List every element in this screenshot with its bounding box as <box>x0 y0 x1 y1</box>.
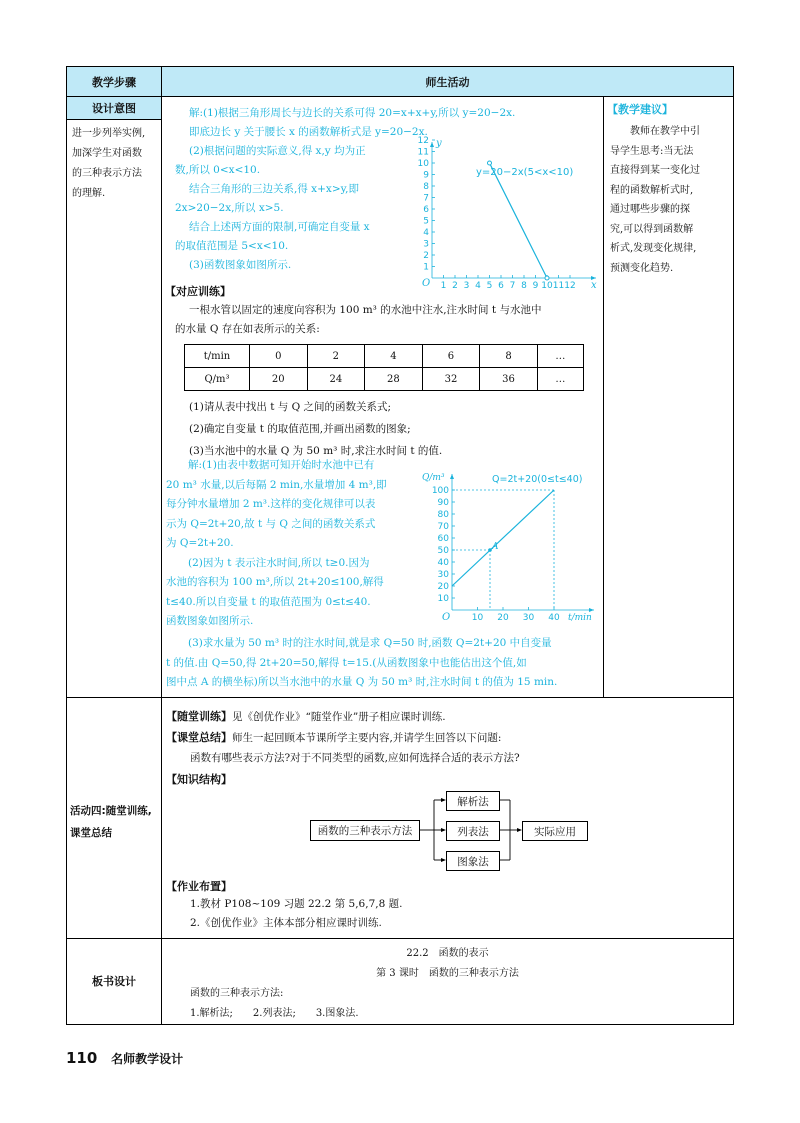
graph-2-x-tick-label: 30 <box>522 613 535 623</box>
solution-line: 结合三角形的三边关系,得 x+x>y,即 <box>189 183 359 195</box>
board-line-2: 1.解析法; 2.列表法; 3.图象法. <box>190 1008 359 1019</box>
homework-list <box>190 895 590 933</box>
table-cell: 32 <box>422 368 480 391</box>
solution-line: (2)根据问题的实际意义,得 x,y 均为正 <box>189 145 366 157</box>
solution-line: 2x>20−2x,所以 x>5. <box>175 202 284 214</box>
solution-line: (3)函数图象如图所示. <box>189 259 292 271</box>
board-line-1: 函数的三种表示方法: <box>190 988 284 999</box>
graph-1-y-tick-label: 10 <box>418 159 429 169</box>
graph-2 <box>422 468 602 624</box>
graph-2-x-tick-label: 20 <box>497 613 509 623</box>
solution-2 <box>166 456 426 632</box>
question-line: (2)确定自变量 t 的取值范围,并画出函数的图象; <box>189 423 411 435</box>
header-steps <box>67 67 161 96</box>
graph-2-y-tick-label: 10 <box>437 594 449 604</box>
diagram-branch-table <box>446 821 500 841</box>
activity-four-label: 活动四:随堂训练,课堂总结 <box>70 805 152 839</box>
board-design-label: 板书设计 <box>92 975 136 988</box>
graph-2-x-tick-label: 10 <box>471 613 484 623</box>
solution-line: 20 m³ 水量,以后每隔 2 min,水量增加 4 m³,即 <box>166 478 387 491</box>
graph-2-x-tick-label: 40 <box>548 613 560 623</box>
diagram-branch-label: 解析法 <box>457 795 489 808</box>
diagram-branch-label: 图象法 <box>457 855 489 868</box>
graph-2-origin: O <box>442 612 451 623</box>
diagram-root-box <box>310 820 420 841</box>
graph-1-x-tick-label: 3 <box>463 281 470 288</box>
intent-line: 的理解. <box>72 188 106 199</box>
board-design-title <box>67 973 161 989</box>
graph-1-function-label: y=20−2x(5<x<10) <box>476 167 574 178</box>
intent-line: 加深学生对函数 <box>72 148 142 159</box>
data-table <box>184 344 584 391</box>
graph-2-point-label: A <box>492 542 499 552</box>
solution-1-cont <box>175 142 420 275</box>
summary-question <box>190 749 730 768</box>
solution-line: 每分钟水量增加 2 m³.这样的变化规律可以表 <box>166 498 376 510</box>
summary-question-text: 函数有哪些表示方法?对于不同类型的函数,应如何选择合适的表示方法? <box>190 752 520 764</box>
tip-line: 通过哪些步骤的探 <box>610 204 690 215</box>
graph-2-y-tick-label: 80 <box>437 510 449 520</box>
question-line: (1)请从表中找出 t 与 Q 之间的函数关系式; <box>189 401 392 413</box>
table-cell: t/min <box>185 345 250 368</box>
graph-1-y-tick-label: 7 <box>423 193 429 204</box>
diagram-result-box <box>522 821 588 841</box>
intent-line: 进一步列举实例, <box>72 128 146 139</box>
graph-1-x-tick-label: 11 <box>552 281 565 288</box>
table-cell: 2 <box>307 345 365 368</box>
solution-line: 图中点 A 的横坐标)所以当水池中的水量 Q 为 50 m³ 时,注水时间 t 的值为 15 min. <box>166 676 558 688</box>
tip-line: 导学生思考:当无法 <box>610 145 694 157</box>
solution-3 <box>166 634 602 693</box>
question-line: (3)当水池中的水量 Q 为 50 m³ 时,求注水时间 t 的值. <box>189 445 443 457</box>
diagram-result-label: 实际应用 <box>534 825 576 838</box>
solution-line: 的取值范围是 5<x<10. <box>175 240 289 252</box>
solution-line: 水池的容积为 100 m³,所以 2t+20≤100,解得 <box>166 576 384 588</box>
solution-line: 函数图象如图所示. <box>166 615 254 627</box>
board-title-1: 22.2 函数的表示 <box>406 948 489 959</box>
graph-2-y-tick-label: 70 <box>437 522 449 532</box>
graph-1-y-tick-label: 2 <box>423 251 429 261</box>
graph-2-y-tick-label: 60 <box>437 534 449 544</box>
board-title-2: 第 3 课时 函数的三种表示方法 <box>376 968 519 979</box>
solution-line: 结合上述两方面的限制,可确定自变量 x <box>189 221 370 233</box>
summary-line <box>166 728 726 748</box>
diagram-branch-label: 列表法 <box>457 825 489 838</box>
graph-1-y-tick-label: 3 <box>423 239 429 250</box>
graph-1-y-tick-label: 1 <box>423 262 429 273</box>
solution-line: (2)因为 t 表示注水时间,所以 t≥0.因为 <box>188 556 370 569</box>
graph-1-y-tick-label: 12 <box>418 136 429 146</box>
table-cell: 36 <box>480 368 538 391</box>
table-cell: 6 <box>422 345 480 368</box>
practice-tag: 【随堂训练】 <box>166 710 232 723</box>
tip-line: 直接得到某一变化过 <box>610 165 700 176</box>
tip-line: 教师在教学中引 <box>630 126 700 137</box>
table-cell: 0 <box>250 345 308 368</box>
graph-2-y-tick-label: 30 <box>437 570 449 580</box>
graph-2-y-tick-label: 50 <box>437 546 449 556</box>
header-steps-label: 教学步骤 <box>92 75 136 89</box>
problem-line: 的水量 Q 存在如表所示的关系: <box>175 323 320 335</box>
header-activities-label: 师生活动 <box>425 75 470 89</box>
teaching-tip-title: 【教学建议】 <box>607 103 673 116</box>
homework-item: 2.《创优作业》主体本部分相应课时训练. <box>190 917 382 929</box>
graph-1-x-tick-label: 2 <box>452 281 458 288</box>
table-cell: 4 <box>365 345 423 368</box>
graph-1-y-tick-label: 4 <box>423 228 429 238</box>
graph-1-y-tick-label: 8 <box>423 182 429 192</box>
graph-1-x-tick-label: 4 <box>475 281 481 288</box>
graph-1 <box>418 136 600 288</box>
design-intent-label: 设计意图 <box>92 102 136 115</box>
graph-1-origin: O <box>422 278 431 288</box>
tip-line: 析式,发现变化规律, <box>610 243 697 254</box>
solution-line: 解:(1)根据三角形周长与边长的关系可得 20=x+x+y,所以 y=20−2x. <box>189 107 516 119</box>
table-cell: 28 <box>365 368 423 391</box>
design-intent-text <box>72 124 158 204</box>
graph-1-x-tick-label: 7 <box>509 281 516 288</box>
problem-text <box>175 301 600 339</box>
summary-text: 师生一起回顾本节课所学主要内容,并请学生回答以下问题: <box>232 732 502 744</box>
graph-1-y-axis-label: y <box>436 138 442 149</box>
training-title: 【对应训练】 <box>165 285 231 298</box>
graph-1-x-tick-label: 8 <box>521 281 527 288</box>
solution-line: t≤40.所以自变量 t 的取值范围为 0≤t≤40. <box>166 595 371 608</box>
book-title: 名师教学设计 <box>111 1052 184 1066</box>
graph-1-y-tick-label: 5 <box>423 216 429 227</box>
graph-1-x-tick-label: 1 <box>440 281 447 288</box>
practice-line <box>166 707 596 727</box>
graph-2-x-axis-label: t/min <box>568 613 592 623</box>
graph-2-y-axis-label: Q/m³ <box>422 473 445 483</box>
graph-2-y-tick-label: 20 <box>437 582 449 592</box>
graph-2-y-tick-label: 90 <box>437 498 449 508</box>
graph-1-x-axis-label: x <box>591 280 597 288</box>
graph-1-x-tick-label: 5 <box>486 281 493 288</box>
solution-line: 数,所以 0<x<10. <box>175 164 261 176</box>
tip-line: 预测变化趋势. <box>610 262 674 274</box>
solution-line: (3)求水量为 50 m³ 时的注水时间,就是求 Q=50 时,函数 Q=2t+20 中自变量 <box>188 637 552 649</box>
table-cell: Q/m³ <box>185 368 250 391</box>
tip-line: 究,可以得到函数解 <box>610 223 694 235</box>
tip-line: 程的函数解析式时, <box>610 184 694 196</box>
graph-1-y-tick-label: 11 <box>418 147 429 158</box>
page-number: 110 <box>66 1049 98 1067</box>
design-intent-title <box>67 97 161 119</box>
page-footer <box>66 1049 183 1067</box>
questions <box>189 396 599 462</box>
graph-1-x-tick-label: 9 <box>532 281 539 288</box>
graph-1-x-tick-label: 12 <box>564 281 576 288</box>
graph-2-y-tick-label: 40 <box>437 558 449 568</box>
solution-line: 解:(1)由表中数据可知开始时水池中已有 <box>188 459 375 471</box>
homework-item: 1.教材 P108~109 习题 22.2 第 5,6,7,8 题. <box>190 898 403 910</box>
intent-line: 的三种表示方法 <box>72 168 142 179</box>
solution-line: t 的值.由 Q=50,得 2t+20=50,解得 t=15.(从函数图象中也能估出这个值,如 <box>166 656 527 669</box>
diagram-branch-analytic <box>446 791 500 811</box>
teaching-tip-text <box>610 122 728 278</box>
table-cell: 8 <box>480 345 538 368</box>
graph-1-y-tick-label: 6 <box>423 205 429 215</box>
graph-1-y-tick-label: 9 <box>423 170 429 181</box>
solution-line: 为 Q=2t+20. <box>166 537 234 549</box>
homework-title: 【作业布置】 <box>166 880 232 893</box>
table-row <box>185 345 584 368</box>
header-activities <box>162 67 733 96</box>
table-row <box>185 368 584 391</box>
table-cell: … <box>537 368 583 391</box>
graph-1-x-tick-label: 10 <box>541 281 553 288</box>
practice-text: 见《创优作业》“随堂作业”册子相应课时训练. <box>232 711 446 723</box>
graph-2-function-label: Q=2t+20(0≤t≤40) <box>492 474 583 485</box>
problem-line: 一根水管以固定的速度向容积为 100 m³ 的水池中注水,注水时间 t 与水池中 <box>189 304 542 316</box>
graph-1-x-tick-label: 6 <box>498 281 504 288</box>
diagram-branch-graph <box>446 851 500 871</box>
summary-tag: 【课堂总结】 <box>166 731 232 744</box>
table-cell: … <box>537 345 583 368</box>
graph-2-y-tick-label: 100 <box>431 486 449 496</box>
structure-title: 【知识结构】 <box>166 773 232 786</box>
solution-line: 即底边长 y 关于腰长 x 的函数解析式是 y=20−2x. <box>189 126 428 138</box>
table-cell: 20 <box>250 368 308 391</box>
table-cell: 24 <box>307 368 365 391</box>
diagram-root-label: 函数的三种表示方法 <box>317 825 413 837</box>
solution-line: 示为 Q=2t+20,故 t 与 Q 之间的函数关系式 <box>166 517 376 530</box>
activity-four-title <box>70 800 160 844</box>
